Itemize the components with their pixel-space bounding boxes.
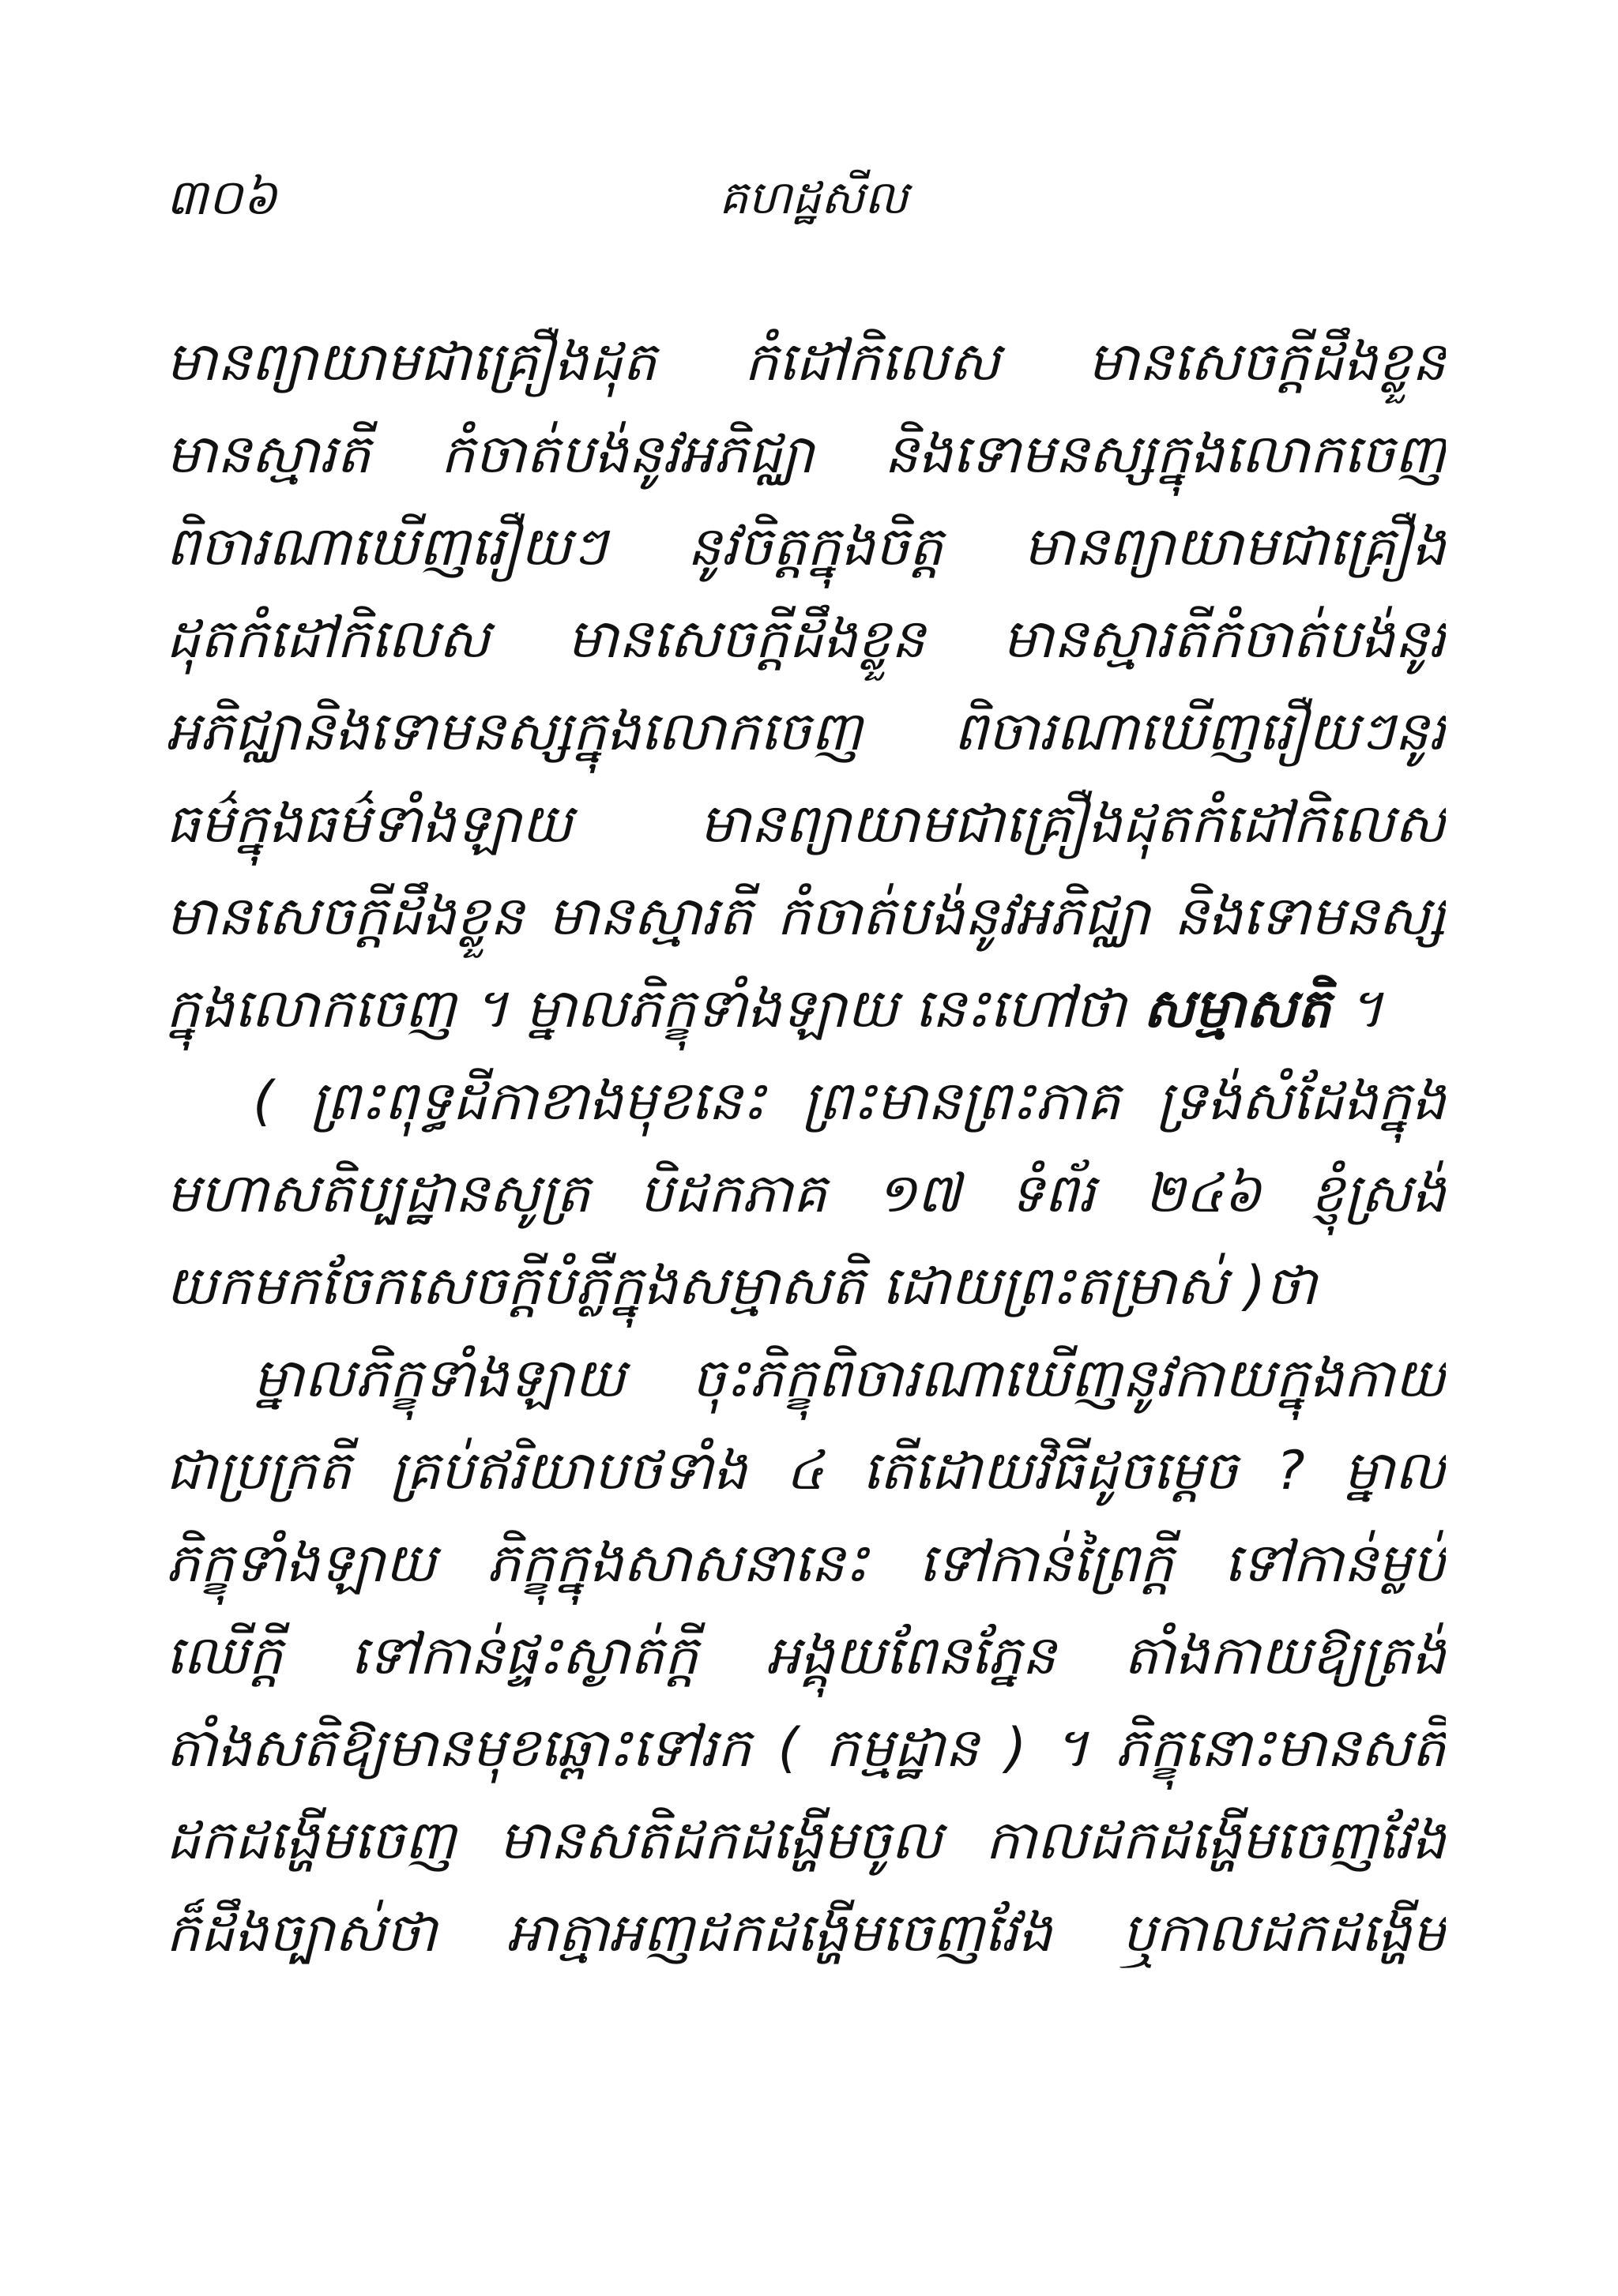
body-text	[166, 316, 1446, 1979]
text-segment: ។	[1330, 978, 1383, 1040]
text-line-indented: ម្នាលភិក្ខុទាំងឡាយ ចុះភិក្ខុពិចារណាឃើញនូវកាយក្នុងកាយ	[253, 1347, 1446, 1410]
page-header	[166, 162, 1446, 233]
text-line: ដុតកំដៅកិលេស មានសេចក្តីដឹងខ្លួន មានស្មារតីកំចាត់បង់នូវ	[166, 608, 1446, 671]
text-line: មានស្មារតី កំចាត់បង់នូវអភិជ្ឈា និងទោមនស្សក្នុងលោកចេញ	[166, 423, 1446, 486]
text-line: មានសេចក្តីដឹងខ្លួន មានស្មារតី កំចាត់បង់នូវអភិជ្ឈា និងទោមនស្ស	[166, 885, 1446, 948]
page-number: ៣០៦	[166, 168, 277, 226]
bold-term: សម្មាសតិ	[1142, 978, 1331, 1040]
text-line: មានព្យាយាមជាគ្រឿងដុត កំដៅកិលេស មានសេចក្តីដឹងខ្លួន	[166, 331, 1446, 393]
text-line: ដកដង្ហើមចេញ មានសតិដកដង្ហើមចូល កាលដកដង្ហើមចេញវែង	[166, 1809, 1446, 1872]
text-line: មហាសតិប្បដ្ឋានសូត្រ បិដកភាគ ១៧ ទំព័រ ២៤៦ ខ្ញុំស្រង់	[166, 1163, 1446, 1225]
text-line: តាំងសតិឱ្យមានមុខឆ្ពោះទៅរក ( កម្មដ្ឋាន ) ។ ភិក្ខុនោះមានសតិ	[166, 1717, 1446, 1779]
text-line: ជាប្រក្រតី គ្រប់ឥរិយាបថទាំង ៤ តើដោយវិធីដូចម្តេច ? ម្នាល	[166, 1440, 1446, 1502]
text-line: ក៏ដឹងច្បាស់ថា អាត្មាអញដកដង្ហើមចេញវែង ឬកាលដកដង្ហើម	[166, 1902, 1446, 1964]
text-line-with-term	[166, 963, 1446, 1055]
text-segment: ក្នុងលោកចេញ ។ ម្នាលភិក្ខុទាំងឡាយ នេះហៅថា	[166, 978, 1143, 1040]
text-line-indented: ( ព្រះពុទ្ធដីកាខាងមុខនេះ ព្រះមានព្រះភាគ ទ្រង់សំដែងក្នុង	[253, 1070, 1446, 1133]
text-line: យកមកចែកសេចក្តីបំភ្លឺក្នុងសម្មាសតិ ដោយព្រះតម្រាស់ )ថា	[166, 1255, 1317, 1317]
text-line: ពិចារណាឃើញរឿយៗ នូវចិត្តក្នុងចិត្ត មានព្យាយាមជាគ្រឿង	[166, 516, 1446, 578]
text-line: ឈើក្តី ទៅកាន់ផ្ទះស្ងាត់ក្តី អង្គុយពែនភ្នែន តាំងកាយឱ្យត្រង់	[166, 1625, 1446, 1687]
text-line: ភិក្ខុទាំងឡាយ ភិក្ខុក្នុងសាសនានេះ ទៅកាន់ព្រៃក្តី ទៅកាន់ម្លប់	[166, 1532, 1446, 1595]
text-line: អភិជ្ឈានិងទោមនស្សក្នុងលោកចេញ ពិចារណាឃើញរឿយៗនូវ	[166, 701, 1446, 763]
running-title: គហដ្ឋសីល	[719, 171, 909, 224]
text-line: ធម៌ក្នុងធម៌ទាំងឡាយ មានព្យាយាមជាគ្រឿងដុតកំដៅកិលេស	[166, 793, 1446, 855]
